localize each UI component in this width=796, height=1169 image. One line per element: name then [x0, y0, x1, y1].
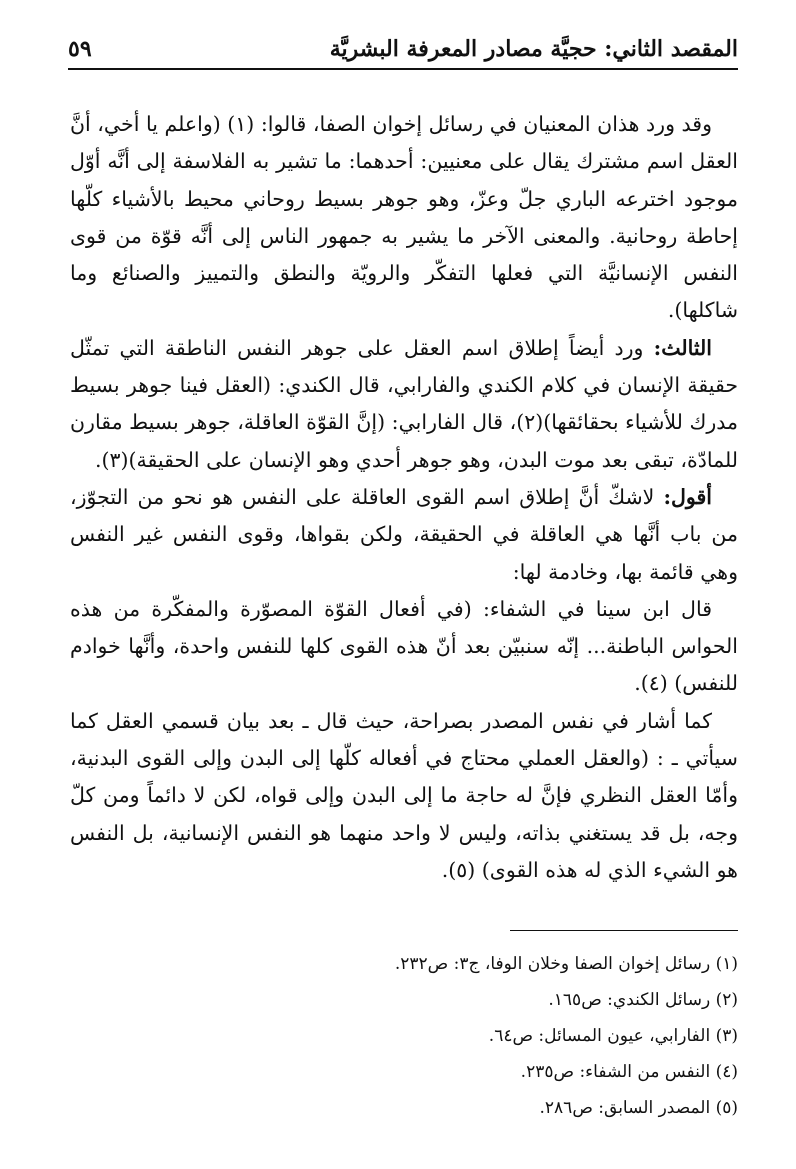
footnote-item: (١) رسائل إخوان الصفا وخلان الوفا، ج٣: ص٢٣٢. — [394, 954, 738, 974]
paragraph-text: كما أشار في نفس المصدر بصراحة، حيث قال ـ بعد بيان قسمي العقل كما سيأتي ـ : (والعقل العملي محتاج في أفعاله كلّها إلى البدن وإلى القوى البدنية، وأمّا العقل النظري فإنَّ له حاجة ما إلى البدن وإلى قواه، لكن لا دائماً ومن كلّ وجه، بل قد يستغني بذاته، وليس لا واحد منهما هو النفس الإنسانية، بل النفس هو الشيء الذي له هذه القوى) (٥). — [70, 708, 738, 882]
paragraph-4 — [70, 591, 738, 703]
paragraph-text: قال ابن سينا في الشفاء: (في أفعال القوّة المصوّرة والمفكّرة من هذه الحواس الباطنة... إنّه سنبيّن بعد أنّ هذه القوى كلها للنفس واحدة، وأنَّها خوادم للنفس) (٤). — [70, 596, 738, 696]
footnote-item: (٢) رسائل الكندي: ص١٦٥. — [548, 990, 738, 1010]
footnote-item: (٣) الفارابي، عيون المسائل: ص٦٤. — [488, 1026, 738, 1046]
paragraph-lead: أقول: — [663, 484, 712, 509]
body-text — [70, 106, 738, 889]
footnote-divider — [510, 930, 738, 931]
paragraph-5 — [70, 703, 738, 889]
paragraph-text: لاشكّ أنَّ إطلاق اسم القوى العاقلة على النفس هو نحو من التجوّز، من باب أنَّها هي العاقلة في الحقيقة، ولكن بقواها، وقوى النفس غير النفس وهي قائمة بها، وخادمة لها: — [70, 484, 738, 584]
page-number: ٥٩ — [68, 36, 92, 62]
paragraph-1 — [70, 106, 738, 330]
footnote-item: (٤) النفس من الشفاء: ص٢٣٥. — [520, 1062, 738, 1082]
footnote-item: (٥) المصدر السابق: ص٢٨٦. — [539, 1098, 738, 1118]
footnotes — [200, 946, 738, 1126]
page-header — [68, 18, 738, 70]
paragraph-text: ورد أيضاً إطلاق اسم العقل على جوهر النفس الناطقة التي تمثّل حقيقة الإنسان في كلام الكندي والفارابي، قال الكندي: (العقل فينا جوهر بسيط مدرك للأشياء بحقائقها)(٢)، قال الفارابي: (إنَّ القوّة العاقلة، جوهر بسيط مقارن للمادّة، تبقى بعد موت البدن، وهو جوهر أحدي وهو الإنسان على الحقيقة)(٣). — [70, 335, 738, 472]
paragraph-lead: الثالث: — [653, 335, 712, 360]
paragraph-3 — [70, 479, 738, 591]
paragraph-2 — [70, 330, 738, 479]
paragraph-text: وقد ورد هذان المعنيان في رسائل إخوان الصفا، قالوا: (١) (واعلم يا أخي، أنَّ العقل اسم مشترك يقال على معنيين: أحدهما: ما تشير به الفلاسفة إلى أنَّه أوّل موجود اخترعه الباري جلّ وعزّ، وهو جوهر بسيط روحاني محيط بالأشياء كلّها إحاطة روحانية. والمعنى الآخر ما يشير به جمهور الناس إلى أنَّه قوّة من قوى النفس الإنسانيَّة التي فعلها التفكّر والرويّة والنطق والتمييز والصنائع وما شاكلها). — [70, 112, 738, 323]
running-title: المقصد الثاني: حجيَّة مصادر المعرفة البشريَّة — [329, 36, 738, 62]
